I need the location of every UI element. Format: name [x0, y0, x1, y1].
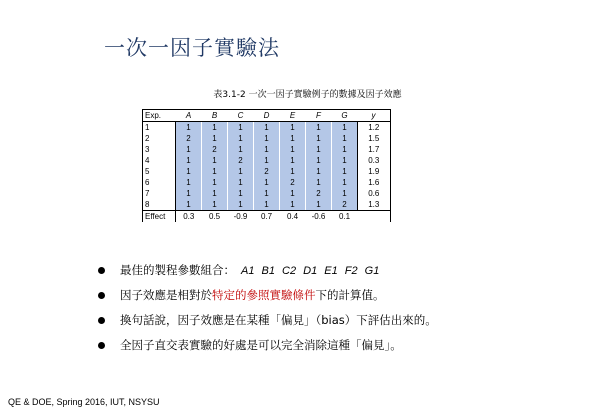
cell-factor: 1	[280, 166, 306, 177]
effect-label: Effect	[143, 211, 176, 223]
cell-response: 1.9	[358, 166, 391, 177]
cell-factor: 2	[332, 199, 358, 211]
cell-factor: 1	[202, 122, 228, 134]
cell-response: 1.3	[358, 199, 391, 211]
bullet-dot-icon	[98, 317, 105, 324]
cell-factor: 1	[176, 166, 202, 177]
cell-factor: 2	[280, 177, 306, 188]
cell-factor: 1	[228, 144, 254, 155]
cell-factor: 1	[306, 199, 332, 211]
cell-response: 1.7	[358, 144, 391, 155]
cell-response: 0.6	[358, 188, 391, 199]
cell-factor: 1	[254, 122, 280, 134]
cell-factor: 1	[306, 122, 332, 134]
cell-factor: 1	[254, 199, 280, 211]
cell-factor: 1	[332, 166, 358, 177]
cell-factor: 1	[202, 166, 228, 177]
table-row	[143, 188, 391, 199]
cell-exp: 8	[143, 199, 176, 211]
bullet-text: 換句話說，因子效應是在某種「偏見」（bias）下評估出來的。	[120, 313, 437, 327]
cell-factor: 1	[228, 188, 254, 199]
cell-factor: 1	[202, 188, 228, 199]
cell-factor: 1	[306, 177, 332, 188]
experiment-table	[142, 109, 391, 222]
cell-factor: 2	[176, 133, 202, 144]
cell-factor: 1	[176, 177, 202, 188]
header-g: G	[332, 110, 358, 122]
cell-factor: 1	[176, 188, 202, 199]
cell-factor: 1	[332, 188, 358, 199]
table-row	[143, 199, 391, 211]
table-row	[143, 155, 391, 166]
header-f: F	[306, 110, 332, 122]
cell-factor: 1	[228, 133, 254, 144]
bullet-list	[96, 262, 437, 362]
effect-value: 0.7	[254, 211, 280, 223]
cell-factor: 2	[306, 188, 332, 199]
cell-factor: 1	[254, 188, 280, 199]
bullet-dot-icon	[98, 342, 105, 349]
effect-value: 0.5	[202, 211, 228, 223]
cell-factor: 1	[254, 144, 280, 155]
effect-row	[143, 211, 391, 223]
effect-value: -0.6	[306, 211, 332, 223]
bullet-dot-icon	[98, 267, 105, 274]
cell-factor: 1	[228, 199, 254, 211]
effect-value: 0.3	[176, 211, 202, 223]
cell-factor: 1	[332, 133, 358, 144]
table-row	[143, 144, 391, 155]
header-y: y	[358, 110, 391, 122]
cell-factor: 1	[280, 188, 306, 199]
cell-factor: 1	[202, 177, 228, 188]
cell-exp: 4	[143, 155, 176, 166]
cell-factor: 1	[202, 155, 228, 166]
bullet-relative-effect	[96, 287, 437, 304]
bullet-full-factorial	[96, 337, 437, 354]
cell-exp: 1	[143, 122, 176, 134]
effect-empty	[358, 211, 391, 223]
cell-factor: 2	[228, 155, 254, 166]
header-exp: Exp.	[143, 110, 176, 122]
cell-factor: 1	[228, 177, 254, 188]
cell-factor: 1	[332, 122, 358, 134]
effect-value: -0.9	[228, 211, 254, 223]
bullet-bias	[96, 312, 437, 329]
effect-value: 0.1	[332, 211, 358, 223]
cell-factor: 1	[254, 177, 280, 188]
cell-factor: 1	[228, 166, 254, 177]
cell-factor: 1	[332, 155, 358, 166]
cell-factor: 1	[254, 155, 280, 166]
cell-factor: 1	[280, 133, 306, 144]
cell-factor: 1	[280, 199, 306, 211]
bullet-optimal-combination	[96, 262, 437, 279]
table-row	[143, 166, 391, 177]
bullet-text: 全因子直交表實驗的好處是可以完全消除這種「偏見」。	[120, 338, 402, 352]
bullet-dot-icon	[98, 292, 105, 299]
cell-factor: 1	[306, 166, 332, 177]
cell-factor: 1	[228, 122, 254, 134]
table-caption: 表3.1-2 一次一因子實驗例子的數據及因子效應	[213, 90, 402, 100]
bullet-text-pre: 因子效應是相對於	[120, 288, 212, 302]
cell-factor: 1	[202, 199, 228, 211]
bullet-text: 最佳的製程參數組合：	[120, 263, 235, 277]
cell-factor: 1	[202, 133, 228, 144]
cell-factor: 2	[254, 166, 280, 177]
header-b: B	[202, 110, 228, 122]
cell-factor: 1	[176, 144, 202, 155]
cell-factor: 1	[332, 177, 358, 188]
slide-title: 一次一因子實驗法	[104, 36, 280, 60]
cell-factor: 1	[176, 155, 202, 166]
cell-exp: 2	[143, 133, 176, 144]
header-e: E	[280, 110, 306, 122]
cell-response: 1.6	[358, 177, 391, 188]
cell-response: 0.3	[358, 155, 391, 166]
table-row	[143, 177, 391, 188]
cell-exp: 3	[143, 144, 176, 155]
effect-value: 0.4	[280, 211, 306, 223]
cell-exp: 6	[143, 177, 176, 188]
cell-factor: 2	[202, 144, 228, 155]
cell-factor: 1	[176, 122, 202, 134]
cell-response: 1.2	[358, 122, 391, 134]
table-row	[143, 122, 391, 134]
header-c: C	[228, 110, 254, 122]
header-d: D	[254, 110, 280, 122]
cell-factor: 1	[280, 122, 306, 134]
table-header-row	[143, 110, 391, 122]
experiment-table-container	[142, 109, 391, 222]
cell-factor: 1	[280, 155, 306, 166]
cell-exp: 5	[143, 166, 176, 177]
cell-factor: 1	[176, 199, 202, 211]
cell-factor: 1	[306, 144, 332, 155]
slide-footer: QE & DOE, Spring 2016, IUT, NSYSU	[8, 397, 160, 407]
cell-exp: 7	[143, 188, 176, 199]
optimal-combination-text: A1 B1 C2 D1 E1 F2 G1	[241, 265, 380, 277]
cell-factor: 1	[332, 144, 358, 155]
table-row	[143, 133, 391, 144]
cell-factor: 1	[306, 155, 332, 166]
cell-factor: 1	[306, 133, 332, 144]
cell-response: 1.5	[358, 133, 391, 144]
bullet-text-post: 下的計算值。	[315, 288, 385, 302]
cell-factor: 1	[280, 144, 306, 155]
bullet-emphasis-text: 特定的參照實驗條件	[212, 288, 316, 302]
cell-factor: 1	[254, 133, 280, 144]
header-a: A	[176, 110, 202, 122]
